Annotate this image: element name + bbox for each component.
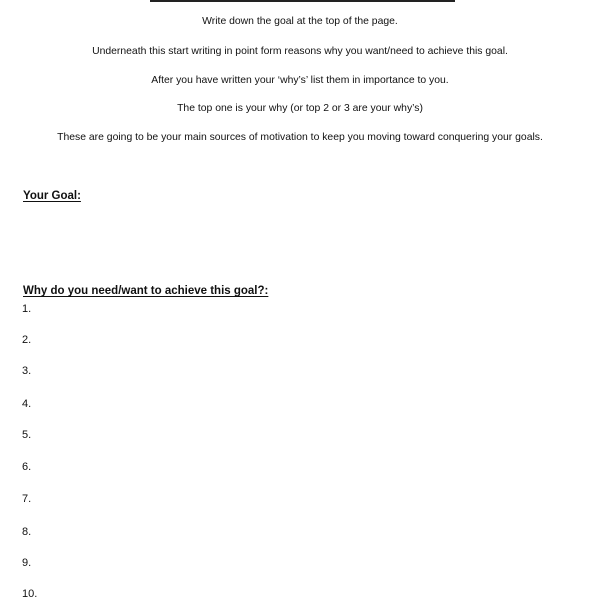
- list-number: 6.: [22, 461, 32, 473]
- why-heading: Why do you need/want to achieve this goal?:: [23, 285, 269, 297]
- list-number: 1.: [22, 303, 32, 315]
- instruction-line: These are going to be your main sources of motivation to keep you moving toward conquering your goals.: [57, 132, 543, 143]
- instruction-line: After you have written your ‘why’s’ list them in importance to you.: [151, 75, 449, 86]
- title-underline: [150, 0, 455, 2]
- list-number: 2.: [22, 334, 32, 346]
- list-number: 5.: [22, 429, 32, 441]
- instruction-line: The top one is your why (or top 2 or 3 are your why’s): [177, 103, 423, 114]
- list-number: 4.: [22, 398, 32, 410]
- list-number: 9.: [22, 557, 32, 569]
- goal-heading: Your Goal:: [23, 190, 81, 202]
- list-number: 10.: [22, 588, 38, 600]
- instruction-line: Underneath this start writing in point form reasons why you want/need to achieve this goal.: [92, 46, 508, 57]
- instruction-line: Write down the goal at the top of the page.: [202, 16, 398, 27]
- list-number: 7.: [22, 493, 32, 505]
- list-number: 3.: [22, 365, 32, 377]
- list-number: 8.: [22, 526, 32, 538]
